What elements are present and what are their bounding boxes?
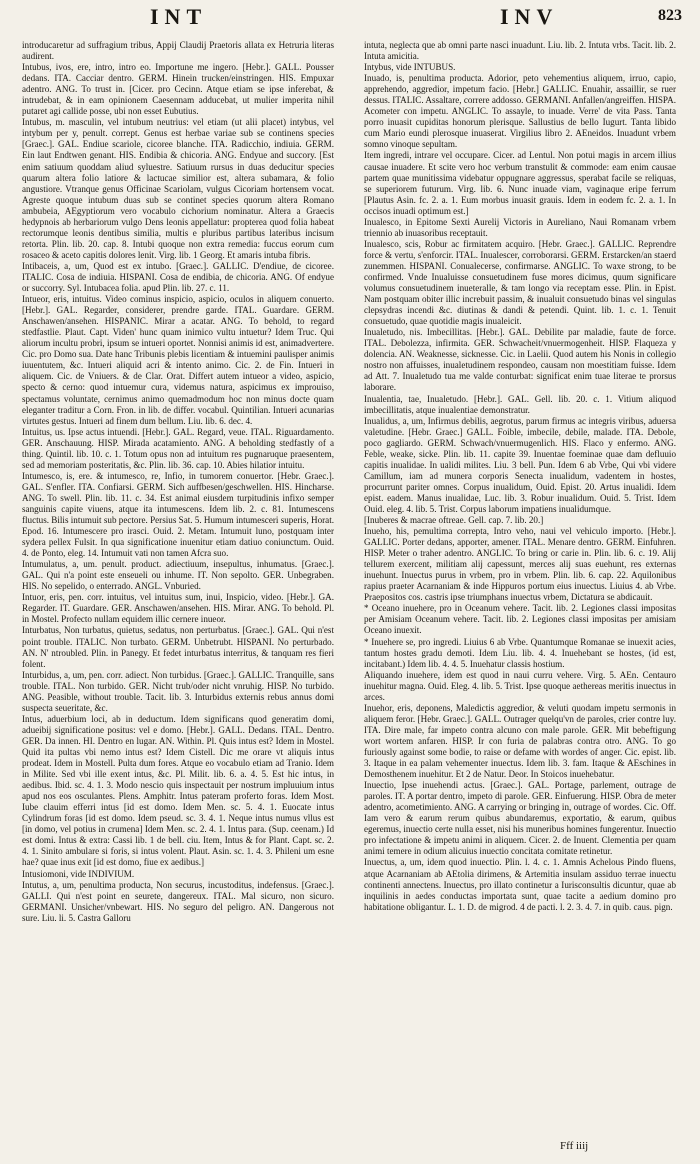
right-column (364, 40, 676, 913)
dictionary-entry: Inualentia, tae, Inualetudo. [Hebr.]. GAL. Gell. lib. 20. c. 1. Vitium aliquod imbecillitatis, atque inualentiae demonstratur. (364, 393, 676, 415)
dictionary-entry: Inturbatus, Non turbatus, quietus, sedatus, non perturbatus. [Graec.]. GAL. Qui n'est point trouble. ITALIC. Non turbato. GERM. Unbetrubt. HISPANI. No perturbado. AN. N' ntroubled. Plin. in Panegy. Et fedet inturbatus interritus, & tanquam res fieri folent. (22, 625, 334, 669)
dictionary-entry: Intueor, eris, intuitus. Video cominus inspicio, aspicio, oculos in aliquem conuerto. [Hebr.]. GAL. Regarder, considerer, prendre garde. ITAL. Guardare. GERM. Anschawen/ansehen. HISPANIC. Mirar a acatar. ANG. To behold, to regard stedfastlie. Plaut. Capt. Viden' hunc quam inimico vultu intuetur? Idem Truc. Qui aliorum incultu probri, ipsum se intueri oportet. Nonnisi animis id est, animadvertere. Cic. pro Domo sua. Date hanc Tribunis plebis licentiam & intuemini paulisper animis iuuentutem, &c. Intueri aliquid acri & intento animo. Cic. 2. de Fin. Intueri in aliquem. Cic. de Vniuers. & de Clar. Orat. Differt autem intueor a video, aspicio, specto & cerno: quod intuemur cura, videmus natura, aspicimus ex improuiso, spectamus voluntate, cernimus animo quemadmodum hoc non minus docte quam eleganter traditur a Corn. Fron. in lib. de differ. vocabul. Quintilian. Intueri acunarias virtutes gestus. Intueri ad finem dum bellum. Liu. lib. 6. dec. 4. (22, 294, 334, 426)
dictionary-entry: Inueho, his, pemultima correpta, Intro veho, naui vel vehiculo importo. [Hebr.]. GALLIC. Porter dedans, apporter, amener. ITAL. Menare dentro. GERM. Einfuhren. HISP. Meter o traher adentro. ANGLIC. To bring or carie in. Plin. lib. 6. c. 19. Alij tellurem exercent, militiam alij capessunt, merces alij suas euehunt, res externas inuehunt. Inuectus purus in vrbem, pro in vrbem. Plin. lib. 6. cap. 22. Aquilonibus rapius praeter Acarnaniam & inde Hippuros portum eius inuectus. Liuius 4. ab Vrbe. Praepositos cos. castris ipse triumphans inuectus vrbem, Dictatura se abdicauit. (364, 526, 676, 603)
dictionary-entry: Inualesco, scis, Robur ac firmitatem acquiro. [Hebr. Graec.]. GALLIC. Reprendre force & vertu, s'enforcir. ITAL. Inualescer, corroborarsi. GERM. Erstarcken/an staerd zunemmen. HISPANI. Conualecerse, confirmarse. ANGLIC. To waxe strong, to be confirmed. Vnde Inualuisse consuetudinem fuse mores dicimus, quum significare volumus consuetudinem inueteralle, & tam longo via receptam esse. Plin. in Epist. Nam postquam obiter illic increbuit passim, & inualuit consuetudo binas vel singulas clepsydras incendi &c. diutinas & dandi & petendi. Quint. lib. 1. c. 1. Tenuit consuetudo, quae quotidie magis inualeicit. (364, 238, 676, 327)
dictionary-entry: Intumulatus, a, um. penult. product. adiectiuum, insepultus, inhumatus. [Graec.]. GAL. Qui n'a point este enseueli ou inhume. IT. Non sepolto. GER. Unbegraben. HIS. No sepelido, o enterrado. ANGL. Vnburied. (22, 559, 334, 592)
dictionary-entry: * Oceano inuehere, pro in Oceanum vehere. Tacit. lib. 2. Legiones classi impositas per Amisiam Oceanum vehere. Tacit. lib. 2. Legiones classi impositas per amisiam Oceano inuexit. (364, 603, 676, 636)
dictionary-entry: Intus, aduerbium loci, ab in deductum. Idem significans quod generatim domi, adueibij significatione positus: vel e domo. [Hebr.]. GALL. Dedans. ITAL. Dentro. GER. Da innen. HI. Dentro en lugar. AN. Within. Pl. Quis intus est? Idem in Mostel. Quid ita pultas vbi nemo intus est? Idem Cistell. Dic me orare vt aliquis intus prodeat. Idem in Mostell. Pulta dum fores. Atque eo vocabulo etiam ad Tranio. Idem in Milite. Sed vbi ille exent intus, &c. Pl. Milit. lib. 6. a. 4. 5. Est hic intus, in aedibus. Ibid. sc. 4. 1. 3. Modo nescio quis inspectauit per nostrum impluuium intus apud nos eos osculantes. Plens. Amphitr. Intus pateram proferto foras. Idem Most. Iube clauim efferri intus [id est domo. Idem Men. sc. 5. 4. 1. Euocate intus Cylindrum foras [id est domo. Idem pseud. sc. 3. 4. 1. Neque intus numus vllus est [in domo, vel potius in crumena] Idem Men. sc. 2. 4. 1. Intus para. (Sup. ceenam.) Id est domi. Intus & extra: Cassi lib. 1 de bell. ciu. Item, Intus & for Plant. Capt. sc. 2. 4. 1. Sinito ambulare si foris, si intus volent. Plaut. Asin. sc. 1. 4. 3. Phileni um esne hae? quae inus exit [id est domo, fiue ex aedibus.] (22, 713, 334, 868)
page-number: 823 (658, 7, 682, 24)
dictionary-entry: Intibaceis, a, um, Quod est ex intubo. [Graec.]. GALLIC. D'endiue, de cicoree. ITALIC. Cosa de indiuia. HISPANI. Cosa de endibia, de chicoria. ANG. Of endyue or succorry. Syl. Intubacea folia. apud Plin. lib. 27. c. 11. (22, 260, 334, 294)
signature-mark: Fff iiij (560, 1140, 589, 1152)
dictionary-entry: intuta, neglecta que ab omni parte nasci inuadunt. Liu. lib. 2. Intuta vrbs. Tacit. lib. 2. Intuta amicitia. (364, 40, 676, 62)
dictionary-entry: Intuitus, us. Ipse actus intuendi. [Hebr.]. GAL. Regard, veue. ITAL. Riguardamento. GER. Anschauung. HISP. Mirada acatamiento. ANG. A beholding stedfastly of a thing. Quintil. lib. 10. c. 1. Totum opus non ad intuitum res pugnaruque praesentem, sed ad memoriam posteritatis, &c. Plin. lib. 36. cap. 10. Abies hilatior intuitu. (22, 426, 334, 470)
right-headword: INV (500, 4, 559, 29)
dictionary-entry: Intybus, vide INTUBUS. (364, 62, 456, 73)
left-headword: INT (150, 4, 208, 29)
dictionary-entry: Intumesco, is, ere. & intumesco, re, Infio, in tumorem conuertor. [Hebr. Graec.]. GAL. S'enfler. ITA. Confiarsi. GERM. Sich auffbesen/geschwellen. HIS. Hincharse. ANG. To swell. Plin. lib. 11. c. 34. Est animal eiusdem turpitudinis infixo semper sanguinis capite viuens, atque ita intumescens. Idem lib. 2. c. 81. Intumescens fluctus. Bilis intumuit sub pectore. Persius Sat. 5. Humum intumesceri superis, Horat. Epod. 16. Intumescere pro irasci. Ouid. 2. Metam. Intumuit luno, postquam inter sydera pellex Fulsit. In qua significatione inuenitur etiam datiuo coniunctum. Ouid. 4. de Ponto, eleg. 14. Intumuit vati non tamen Afcra suo. (22, 470, 334, 559)
dictionary-entry: Inuectus, a, um, idem quod inuectio. Plin. l. 4. c. 1. Amnis Achelous Pindo fluens, atque Acarnaniam ab AEtolia dirimens, & Artemitia insulam assiduo terrae inuectu continenti annectens. Inuectus, pro illato continetur a Iurisconsultis dicuntur, quae ab inquilinis in aedes conductas importata sunt, quae tacite a aedium domino pro habitatione obligantur. L. 1. D. de migrod. 4 de pacti. l. 2. 3. 4. 7. in quib. caus. pign. (364, 857, 676, 912)
dictionary-entry: Inturbidus, a, um, pen. corr. adiect. Non turbidus. [Graec.]. GALLIC. Tranquille, sans trouble. ITAL. Non turbido. GER. Nicht trub/oder nicht vnruhig. HISP. No turbido. ANG. Peasible, without trouble. Tacit. lib. 3. Inturbidus externis rebus annus domi suspecta seueritate, &c. (22, 669, 334, 713)
dictionary-entry: Intubus, ivos, ere, intro, intro eo. Importune me ingero. [Hebr.]. GALL. Pousser dedans. ITA. Cacciar dentro. GERM. Hinein trucken/einstringen. HIS. Empuxar adentro. ANG. To trust in. [Cicer. pro Cecinn. Atque etiam se ipse inferebat, & intrudebat, & in eam opinionem Caesennam adducebat, ut mulier imperita nihil putaret agi callide posse, ubi non esset Eubutius. (22, 62, 334, 117)
dictionary-entry: Inualetudo, nis. Imbecillitas. [Hebr.]. GAL. Debilite par maladie, faute de force. ITAL. Debolezza, infirmita. GER. Schwacheit/vnuermogenheit. HISP. Flaqueza y dolencia. AN. Weaknesse, sicknesse. Cic. in Laelii. Quod autem his Nonis in collegio nostro non affuisses, inualetudinem respondeo, causam non moestitiam fuisse. Idem ad Att. 7. Inualetudo tua me valde conturbat: significat enim tuae literae te prorsus laborare. (364, 327, 676, 393)
dictionary-entry: Intubus, m. masculin, vel intubum neutrius: vel etiam (ut alii placet) intybus, vel intybum per y, penult. corrept. Genus est herbae variae sub se continens species [Graec.]. GAL. Endiue scariole, cicoree blanche. ITA. Radicchio, indiuia. GERM. Ein laut Endtwen genant. HIS. Endibia & chicoria. ANG. Endyue and succory. [Est enim satiuum quoddam aliud syluestre. Satiuum rursus in duas deducitur species quarum altera folio latiore & lactucae similior est, altera subamara, & folio angustiore. Vtranque genus Officinae Scariolam, vulgus Cicoriam hortensem vocat. Agreste quoque intubum duas sub se continet species quorum altera Romano ambubeia, AEgyptiorum vero vocabulo cichorium nominatur. Altera a Graecis hedypnois ab herbariorum vulgo Dens leonis appellatur: propterea quod folia habeat rectorumque leonis dentibus similia, multis e pluribus partibus lateribus incisum retorta. Plin. lib. 20. cap. 8. Intubi quoque non extra remedia: fuccus eorum cum rosaceo & aceto capitis dolores lenit. Virg. lib. 1 Georg. Et amaris intuba fibris. (22, 117, 334, 260)
dictionary-entry: Intutus, a, um, penultima producta, Non securus, incustoditus, indefensus. [Graec.]. GALLI. Qui n'est point en seurete, dangereux. ITAL. Mal sicuro, non sicuro. GERMANI. Unsicher/vnbewart. HIS. No seguro del peligro. AN. Dangerous not sure. Liu. li. 5. Castra Galloru (22, 879, 334, 923)
left-column (22, 40, 334, 924)
dictionary-entry: Item ingredi, intrare vel occupare. Cicer. ad Lentul. Non potui magis in arcem illius causae inuadere. Et scite vero hoc verbum transtulit & commode: eam enim causae partem quae munitissima videbatur oppugnare aggressus, sperabat facile se reliquas, se superiorem futurum. Virg. lib. 6. Nunc inuade viam, vaginaque eripe ferrum [Plautus Asin. fc. 2. a. 1. Eum morbus inuasit grauis. Idem in eodem fc. 2. a. 1. In occisos inuadi optimum est.] (364, 150, 676, 216)
running-header (20, 4, 682, 34)
dictionary-entry: introducaretur ad suffragium tribus, Appij Claudij Praetoris allata ex Hetruria literas audirent. (22, 40, 334, 62)
dictionary-entry: Inuehor, eris, deponens, Maledictis aggredior, & veluti quodam impetu sermonis in aliquem feror. [Hebr. Graec.]. GALL. Outrager quelqu'vn de paroles, crier contre luy. ITA. Dire male, far impeto contra alcuno con male parole. GER. Mit bebeftigung wort wortem anfaren. HISP. Ir con furia de palabras contra otro. ANG. To go furiously against some bodie, to raise or defame with wordes of anger. Cic. epist. lib. 3. Itaque in ea palam vehementer inuectus. Idem lib. 3. fam. Itaque & AEschines in Demosthenem inuehitur. Et 2 de Natur. Deor. In Stoicos inuehebatur. (364, 702, 676, 780)
dictionary-entry: Intuor, eris, pen. corr. intuitus, vel intuitus sum, inui, Inspicio, video. [Hebr.]. GA. Regarder. IT. Guardare. GER. Anschawen/ansehen. HIS. Mirar. ANG. To behold. Pl. in Mostel. Profecto nullam equidem illic cernere inueor. (22, 592, 334, 625)
dictionary-entry: * Inuehere se, pro ingredi. Liuius 6 ab Vrbe. Quantumque Romanae se inuexit acies, tantum hostes gradu demoti. Idem Liu. lib. 4. 4. Inuehebant se hostes, (id est, incitabant.) Idem lib. 4. 4. 5. Inuehatur classis hostium. (364, 636, 676, 669)
dictionary-entry: [Inuberes & macrae oftreae. Gell. cap. 7. lib. 20.] (364, 515, 544, 526)
dictionary-entry: Inuado, is, penultima producta. Adorior, peto vehementius aliquem, irruo, capio, apprehendo, aggredior, impetum facio. [Hebr.] GALLIC. Enuahir, assaillir, se ruer dessus. ITALIC. Assaltare, correre addosso. GERMANI. Anfallen/angreiffen. HISPA. Acometer con impetu. ANGLIC. To assayle, to inuade. Verre' de vita Pass. Tanta porro inuasit cupiditas honorum plerisque. Sallustius de bello Iugurt. Tanta libido cum Mario eundi plerosque inuaserat. Virgilius libro 2. AEneidos. Inuadunt vrbem somno vinoque sepultam. (364, 73, 676, 150)
dictionary-entry: Inuectio, Ipse inuehendi actus. [Graec.]. GAL. Portage, parlement, outrage de paroles. IT. A portar dentro, impeto di parole. GER. Einfuerung. HISP. Obra de meter adentro, acometimiento. ANG. A carrying or bringing in, outrage of wordes. Cic. Off. Iam vero & earum rerum quibus abundaremus, exportatio, & earum, quibus egeremus, inuectio certe nulla esset, nisi his muneribus homines fungerentur. Inuectio pro infectatione & impetu animi in aliquem. Cicer. 2. de Inuent. Clementia per quam animi temere in odium alicuius inuectio concitata comitate retinetur. (364, 780, 676, 857)
dictionary-entry: Aliquando inuehere, idem est quod in naui curru vehere. Virg. 5. AEn. Centauro inuehitur magna. Ouid. Eleg. 4. lib. 5. Trist. Ipse quoque aethereas meritis inuectus in arces. (364, 669, 676, 702)
dictionary-entry: Inualesco, in Epitome Sexti Aurelij Victoris in Aureliano, Naui Romanam vrbem triennio ab inuasoribus receptauit. (364, 216, 676, 238)
dictionary-entry: Intusiomoni, vide INDIVIUM. (22, 868, 135, 879)
dictionary-entry: Inualidus, a, um, Infirmus debilis, aegrotus, parum firmus ac integris viribus, aduersa valetudine. [Hebr. Graec.] GALL. Foible, imbecile, debile, malade. ITA. Debole, poco gagliardo. GERM. Schwach/vnuermugenlich. HIS. Flaco y enfermo. ANG. Feble, weake, sicke. Plin. lib. 11. capite 39. Inuentae foeminae quae dam defluuio capitis inualidae. In ualidi milites. Liu. 3 bell. Pun. Idem 6 ab Vrbe, Qui vbi videre Camillum, iam ad munera corporis Senecta inualidum, vadentem in hostes, procurrunt pariter omnes. Corpus inualidum, Ouid. Epist. 20. Artus inualidi. Idem epist. eadem. Manus inualidae, Luc. lib. 3. Robur inualidum. Ouid. 5. Trist. Idem Ouid. eleg. 4. lib. 5. Trist. Corpus laborum impatiens inualidumque. (364, 415, 676, 514)
